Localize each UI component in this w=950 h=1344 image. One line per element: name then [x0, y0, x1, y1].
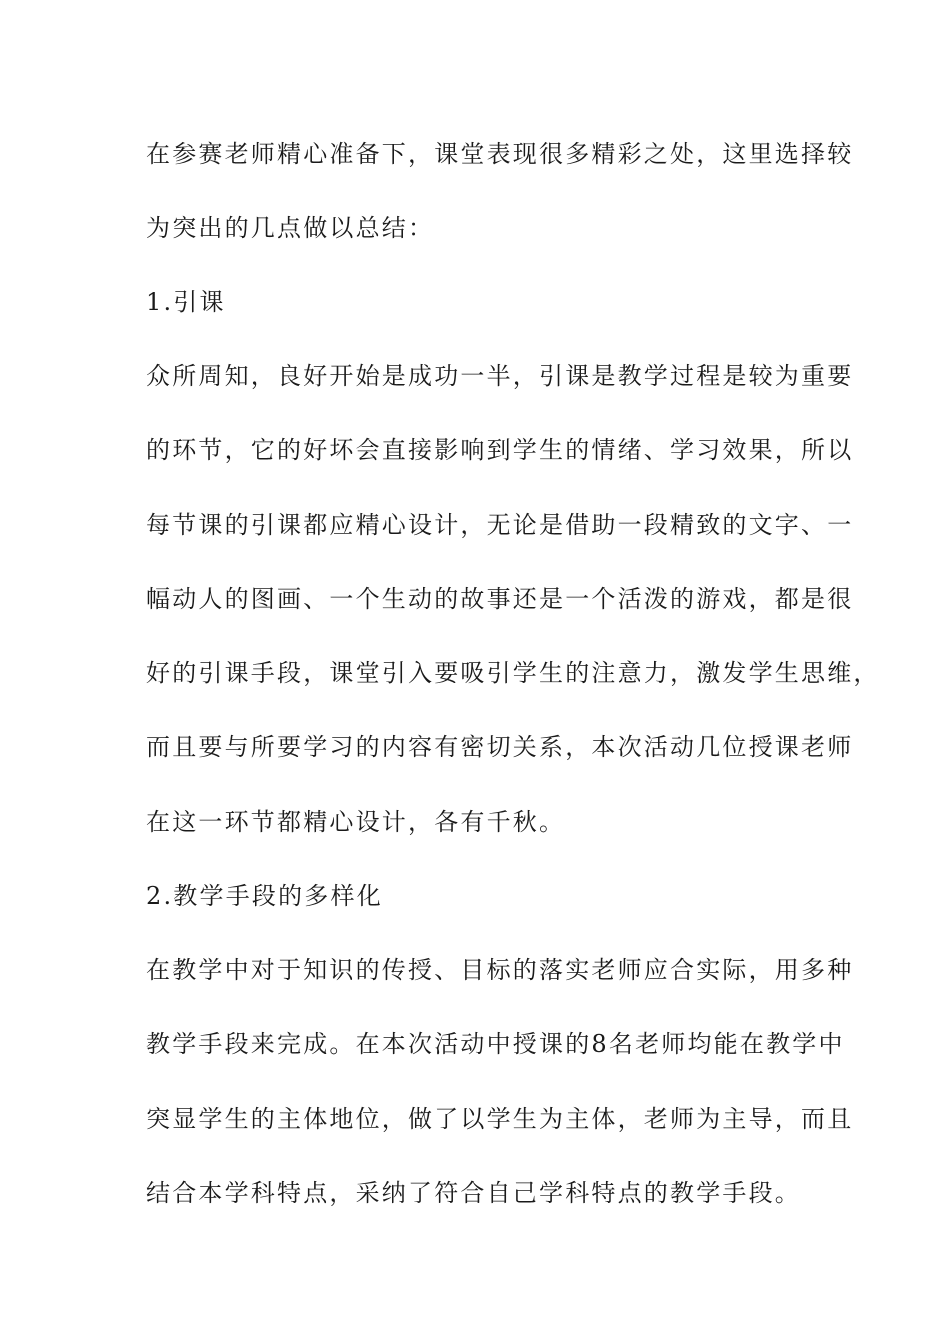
paragraph-line: 在教学中对于知识的传授、目标的落实老师应合实际，用多种 — [146, 956, 854, 984]
paragraph-line: 结合本学科特点，采纳了符合自己学科特点的教学手段。 — [146, 1179, 801, 1207]
paragraph-line: 幅动人的图画、一个生动的故事还是一个活泼的游戏，都是很 — [146, 585, 854, 613]
paragraph-line: 为突出的几点做以总结： — [146, 214, 435, 242]
section-heading: 1.引课 — [146, 288, 226, 316]
paragraph-line: 而且要与所要学习的内容有密切关系，本次活动几位授课老师 — [146, 733, 854, 761]
section-heading: 2.教学手段的多样化 — [146, 882, 383, 910]
paragraph-line: 众所周知，良好开始是成功一半，引课是教学过程是较为重要 — [146, 362, 854, 390]
paragraph-line: 的环节，它的好坏会直接影响到学生的情绪、学习效果，所以 — [146, 436, 854, 464]
paragraph-line: 在参赛老师精心准备下，课堂表现很多精彩之处，这里选择较 — [146, 140, 854, 168]
paragraph-line: 突显学生的主体地位，做了以学生为主体，老师为主导，而且 — [146, 1105, 854, 1133]
paragraph-line: 每节课的引课都应精心设计，无论是借助一段精致的文字、一 — [146, 511, 854, 539]
paragraph-line: 在这一环节都精心设计，各有千秋。 — [146, 808, 566, 836]
paragraph-line: 好的引课手段，课堂引入要吸引学生的注意力，激发学生思维， — [146, 659, 880, 687]
paragraph-line: 教学手段来完成。在本次活动中授课的8名老师均能在教学中 — [146, 1030, 845, 1058]
